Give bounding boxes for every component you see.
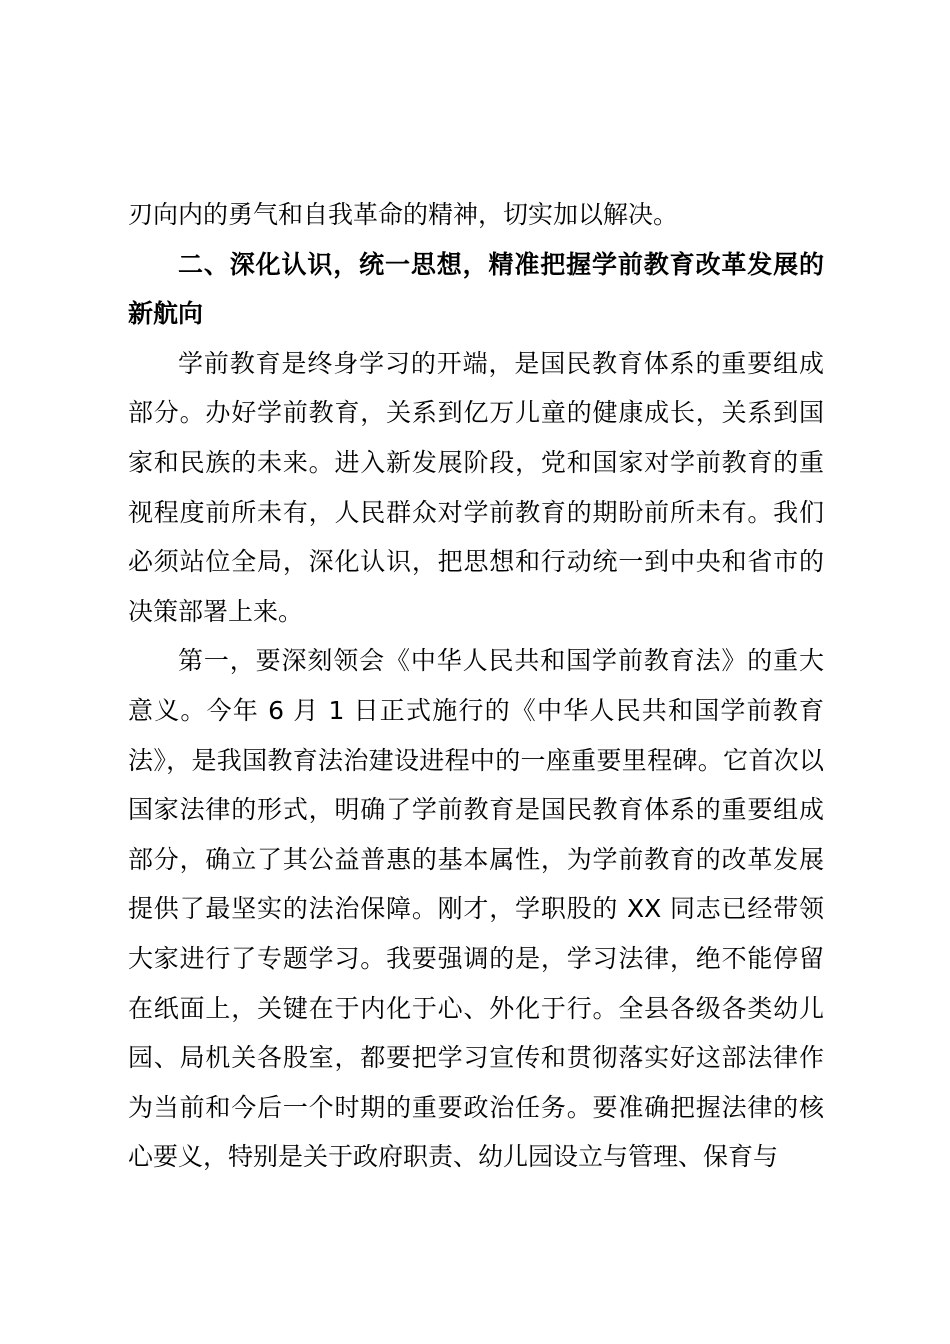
body-paragraph: 学前教育是终身学习的开端，是国民教育体系的重要组成部分。办好学前教育，关系到亿万儿童的健康成长，关系到国家和民族的未来。进入新发展阶段，党和国家对学前教育的重视程度前所未有，人民群众对学前教育的期盼前所未有。我们必须站位全局，深化认识，把思想和行动统一到中央和省市的决策部署上来。 <box>128 348 824 626</box>
body-paragraph: 第一，要深刻领会《中华人民共和国学前教育法》的重大意义。今年 6 月 1 日正式施行的《中华人民共和国学前教育法》，是我国教育法治建设进程中的一座重要里程碑。它首次以国家法律的形式，明确了学前教育是国民教育体系的重要组成部分，确立了其公益普惠的基本属性，为学前教育的改革发展提供了最坚实的法治保障。刚才，学职股的 XX 同志已经带领大家进行了专题学习。我要强调的是，学习法律，绝不能停留在纸面上，关键在于内化于心、外化于行。全县各级各类幼儿园、局机关各股室，都要把学习宣传和贯彻落实好这部法律作为当前和今后一个时期的重要政治任务。要准确把握法律的核心要义，特别是关于政府职责、幼儿园设立与管理、保育与 <box>128 646 824 1172</box>
document-body <box>128 190 824 1182</box>
body-paragraph-continuation: 刃向内的勇气和自我革命的精神，切实加以解决。 <box>128 200 679 229</box>
section-heading: 二、深化认识，统一思想，精准把握学前教育改革发展的新航向 <box>128 249 824 329</box>
